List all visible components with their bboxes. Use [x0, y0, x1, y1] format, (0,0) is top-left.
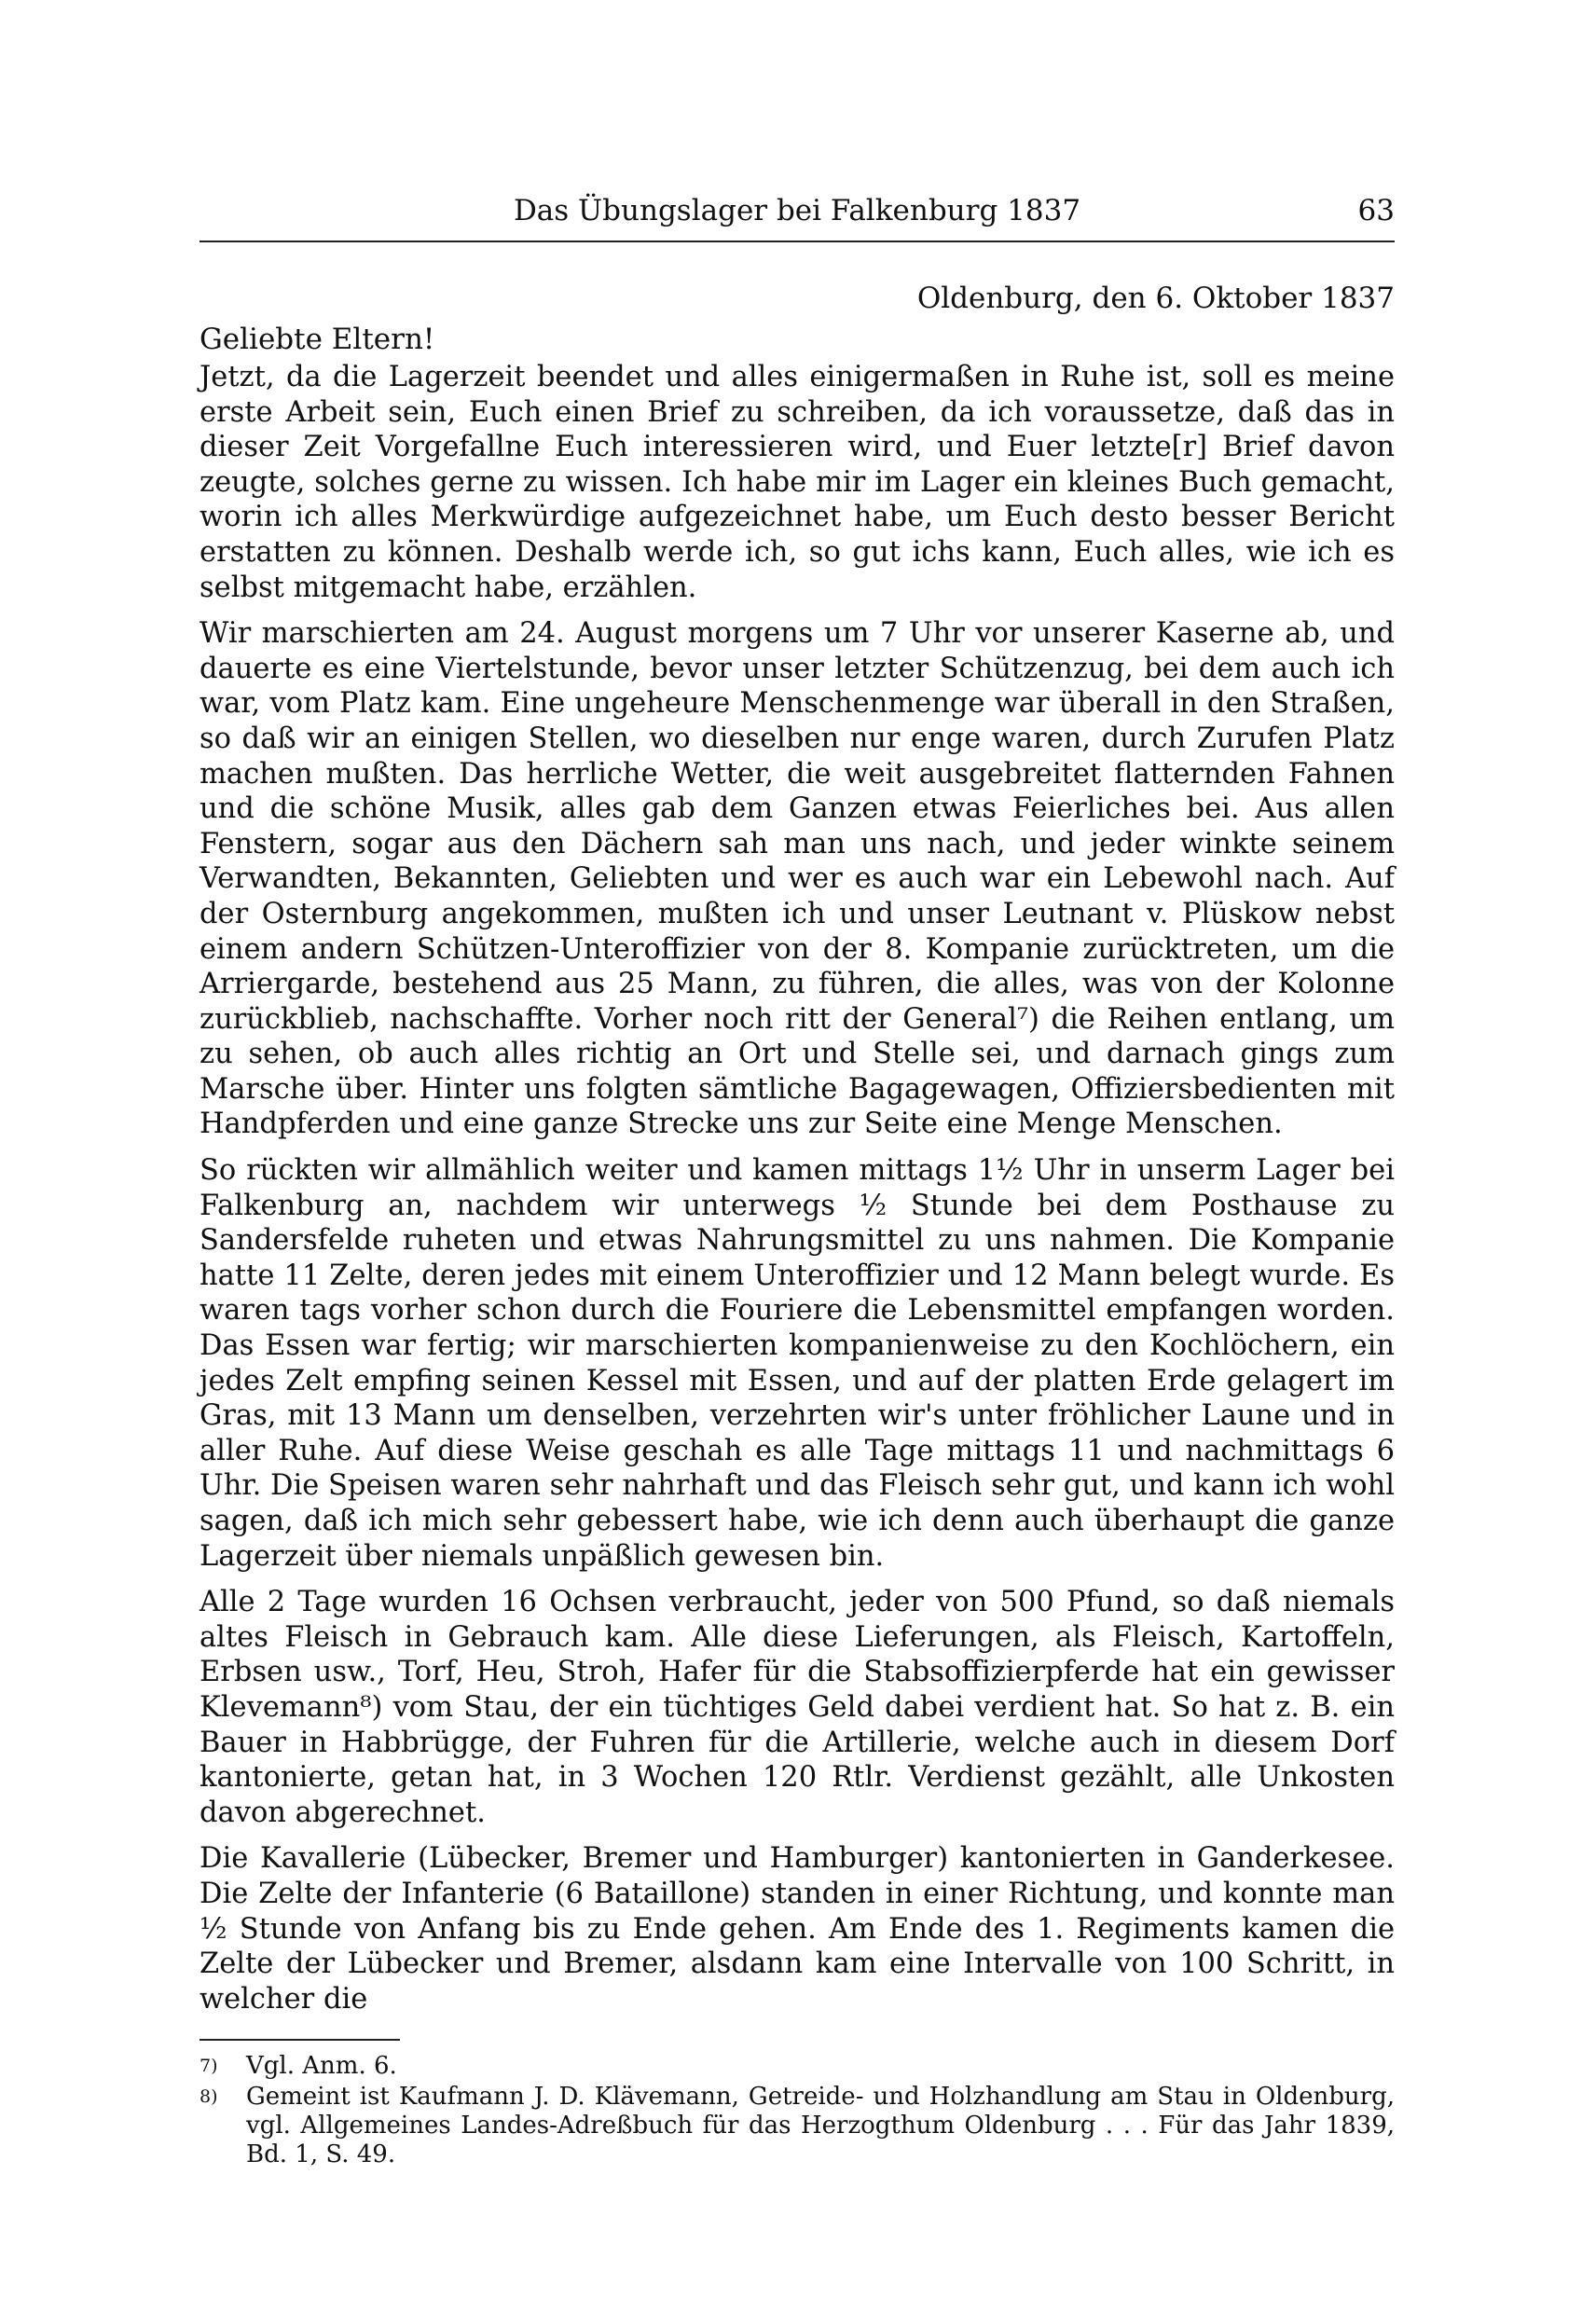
footnote-text: Vgl. Anm. 6. — [246, 2052, 397, 2081]
book-page — [200, 186, 1395, 2171]
footnote — [200, 2083, 1395, 2169]
footnote-text: Gemeint ist Kaufmann J. D. Klävemann, Getreide- und Holzhandlung am Stau in Oldenburg, vgl. Allgemeines Landes-Adreßbuch für das Herzogthum Oldenburg . . . Für das Jahr 1839, Bd. 1, S. 49. — [246, 2083, 1395, 2169]
letter-dateline: Oldenburg, den 6. Oktober 1837 — [916, 282, 1395, 315]
paragraph: Alle 2 Tage wurden 16 Ochsen verbraucht, jeder von 500 Pfund, so daß niemals altes Fleisch in Gebrauch kam. Alle diese Lieferungen, als Fleisch, Kartoffeln, Erbsen usw., Torf, Heu, Stroh, Hafer für die Stabsoffizierpferde hat ein gewisser Klevemann⁸) vom Stau, der ein tüchtiges Geld dabei verdient hat. So hat z. B. ein Bauer in Habbrügge, der Fuhren für die Artillerie, welche auch in diesem Dorf kantonierte, getan hat, in 3 Wochen 120 Rtlr. Verdienst gezählt, alle Unkosten davon abgerechnet. — [200, 1586, 1395, 1829]
paragraph: So rückten wir allmählich weiter und kamen mittags 1½ Uhr in unserm Lager bei Falkenburg an, nachdem wir unterwegs ½ Stunde bei dem Posthause zu Sandersfelde ruheten und etwas Nahrungsmittel zu uns nahmen. Die Kompanie hatte 11 Zelte, deren jedes mit einem Unteroffizier und 12 Mann belegt wurde. Es waren tags vorher schon durch die Fouriere die Lebensmittel empfangen worden. Das Essen war fertig; wir marschierten kompanienweise zu den Kochlöchern, ein jedes Zelt empfing seinen Kessel mit Essen, und auf der platten Erde gelagert im Gras, mit 13 Mann um denselben, verzehrten wir's unter fröhlicher Laune und in aller Ruhe. Auf diese Weise geschah es alle Tage mittags 11 und nachmittags 6 Uhr. Die Speisen waren sehr nahrhaft und das Fleisch sehr gut, und kann ich wohl sagen, daß ich mich sehr gebessert habe, wie ich denn auch überhaupt die ganze Lagerzeit über niemals unpäßlich gewesen bin. — [200, 1154, 1395, 1573]
footnotes — [200, 2052, 1395, 2169]
paragraph: Jetzt, da die Lagerzeit beendet und alles einigermaßen in Ruhe ist, soll es meine erste Arbeit sein, Euch einen Brief zu schreiben, da ich voraussetze, daß das in dieser Zeit Vorgefallne Euch interessieren wird, und Euer letzte[r] Brief davon zeugte, solches gerne zu wissen. Ich habe mir im Lager ein kleines Buch gemacht, worin ich alles Merkwürdige aufgezeichnet habe, um Euch desto besser Bericht erstatten zu können. Deshalb werde ich, so gut ichs kann, Euch alles, wie ich es selbst mitgemacht habe, erzählen. — [200, 361, 1395, 604]
running-head — [200, 186, 1395, 235]
footnote — [200, 2052, 1395, 2081]
letter-body — [200, 360, 1395, 2016]
footnote-marker: 7) — [200, 2056, 218, 2077]
header-rule — [200, 241, 1395, 242]
paragraph: Wir marschierten am 24. August morgens um 7 Uhr vor unserer Kaserne ab, und dauerte es eine Viertelstunde, bevor unser letzter Schützenzug, bei dem auch ich war, vom Platz kam. Eine ungeheure Menschenmenge war überall in den Straßen, so daß wir an einigen Stellen, wo dieselben nur enge waren, durch Zurufen Platz machen mußten. Das herrliche Wetter, die weit ausgebreitet flatternden Fahnen und die schöne Musik, alles gab dem Ganzen etwas Feierliches bei. Aus allen Fenstern, sogar aus den Dächern sah man uns nach, und jeder winkte seinem Verwandten, Bekannten, Geliebten und wer es auch war ein Lebewohl nach. Auf der Osternburg angekommen, mußten ich und unser Leutnant v. Plüskow nebst einem andern Schützen-Unteroffizier von der 8. Kompanie zurücktreten, um die Arriergarde, bestehend aus 25 Mann, zu führen, die alles, was von der Kolonne zurückblieb, nachschaffte. Vorher noch ritt der General⁷) die Reihen entlang, um zu sehen, ob auch alles richtig an Ort und Stelle sei, und darnach gings zum Marsche über. Hinter uns folgten sämtliche Bagagewagen, Offiziersbedienten mit Handpferden und eine ganze Strecke uns zur Seite eine Menge Menschen. — [200, 617, 1395, 1141]
paragraph: Die Kavallerie (Lübecker, Bremer und Hamburger) kantonierten in Ganderkesee. Die Zelte der Infanterie (6 Bataillone) standen in einer Richtung, und konnte man ½ Stunde von Anfang bis zu Ende gehen. Am Ende des 1. Regiments kamen die Zelte der Lübecker und Bremer, alsdann kam eine Intervalle von 100 Schritt, in welcher die — [200, 1842, 1395, 2016]
letter-salutation: Geliebte Eltern! — [200, 323, 435, 356]
running-title: Das Übungslager bei Falkenburg 1837 — [513, 194, 1081, 227]
footnote-marker: 8) — [200, 2086, 218, 2108]
page-number: 63 — [1357, 194, 1395, 227]
footnote-rule — [200, 2039, 400, 2041]
